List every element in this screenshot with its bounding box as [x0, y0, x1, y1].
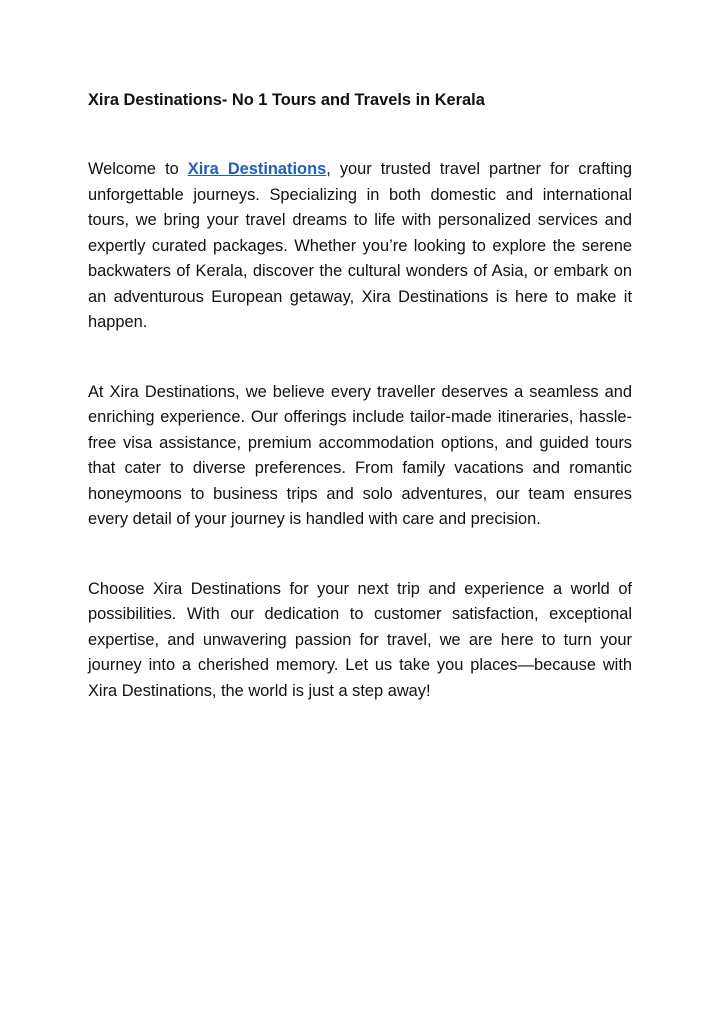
intro-text-after-link: , your trusted travel partner for crafting unforgettable journeys. Specializing in both domestic and international tours, we bring your travel dreams to life with personalized services and expertly curated packages. Whether you’re looking to explore the serene backwaters of Kerala, discover the cultural wonders of Asia, or embark on an adventurous European getaway, Xira Destinations is here to make it happen.	[88, 160, 632, 331]
offerings-paragraph: At Xira Destinations, we believe every traveller deserves a seamless and enriching experience. Our offerings include tailor-made itineraries, hassle-free visa assistance, premium accommodation options, and guided tours that cater to diverse preferences. From family vacations and romantic honeymoons to business trips and solo adventures, our team ensures every detail of your journey is handled with care and precision.	[88, 382, 632, 528]
document-body	[88, 88, 632, 704]
intro-paragraph	[88, 157, 632, 336]
xira-destinations-link[interactable]: Xira Destinations	[187, 160, 327, 178]
intro-text-before-link: Welcome to	[88, 160, 188, 178]
closing-paragraph: Choose Xira Destinations for your next trip and experience a world of possibilities. With our dedication to customer satisfaction, exceptional expertise, and unwavering passion for travel, we are here to turn your journey into a cherished memory. Let us take you places—because with Xira Destinations, the world is just a step away!	[88, 579, 632, 700]
document-title: Xira Destinations- No 1 Tours and Travels in Kerala	[88, 91, 485, 109]
